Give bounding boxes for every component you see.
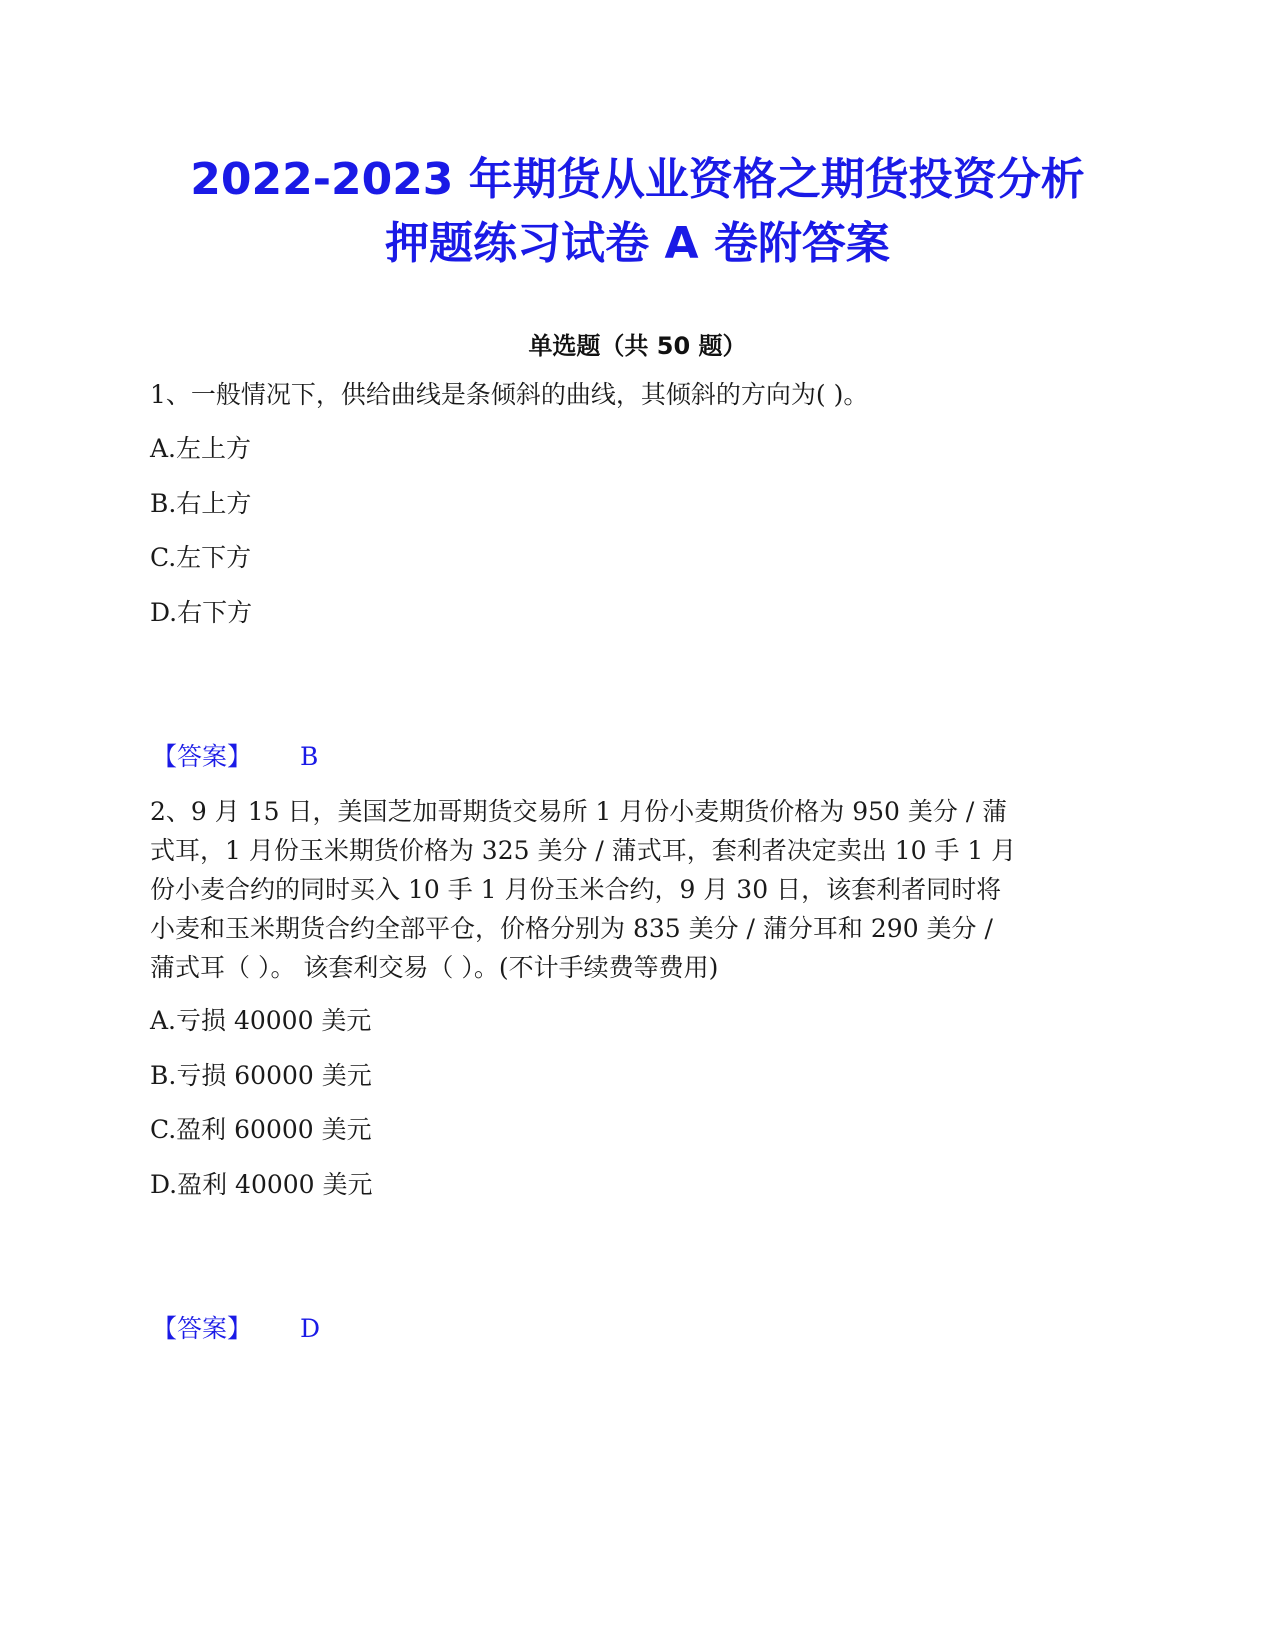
question-1-stem: 1、一般情况下，供给曲线是条倾斜的曲线，其倾斜的方向为( )。 — [150, 380, 869, 409]
document-title-line-1: 2022-2023 年期货从业资格之期货投资分析 — [190, 154, 1085, 205]
document-title-line-2: 押题练习试卷 A 卷附答案 — [385, 218, 890, 269]
question-1-option-d: D.右下方 — [150, 598, 253, 627]
question-2-option-c: C.盈利 60000 美元 — [150, 1115, 372, 1144]
question-2-stem-line-4: 小麦和玉米期货合约全部平仓，价格分别为 835 美分 / 蒲分耳和 290 美分 / — [150, 914, 993, 943]
question-2-option-d: D.盈利 40000 美元 — [150, 1170, 373, 1199]
question-1-answer — [152, 740, 318, 774]
answer-label: 【答案】 — [152, 1314, 253, 1343]
question-1-option-b: B.右上方 — [150, 489, 252, 518]
question-2-answer — [152, 1312, 320, 1346]
answer-label: 【答案】 — [152, 742, 253, 771]
question-2-stem-line-1: 2、9 月 15 日，美国芝加哥期货交易所 1 月份小麦期货价格为 950 美分 / 蒲 — [150, 797, 1008, 826]
question-2-stem-line-5: 蒲式耳（ ）。 该套利交易（ ）。(不计手续费等费用) — [150, 953, 719, 982]
section-heading: 单选题（共 50 题） — [528, 332, 747, 360]
question-2-option-b: B.亏损 60000 美元 — [150, 1061, 372, 1090]
question-1-option-c: C.左下方 — [150, 543, 252, 572]
question-2-stem-line-2: 式耳，1 月份玉米期货价格为 325 美分 / 蒲式耳，套利者决定卖出 10 手 1 月 — [150, 836, 1017, 865]
question-1-option-a: A.左上方 — [150, 434, 252, 463]
answer-value: D — [300, 1314, 321, 1343]
answer-value: B — [300, 742, 319, 771]
question-2-stem-line-3: 份小麦合约的同时买入 10 手 1 月份玉米合约，9 月 30 日，该套利者同时将 — [150, 875, 1002, 904]
question-2-option-a: A.亏损 40000 美元 — [150, 1006, 372, 1035]
